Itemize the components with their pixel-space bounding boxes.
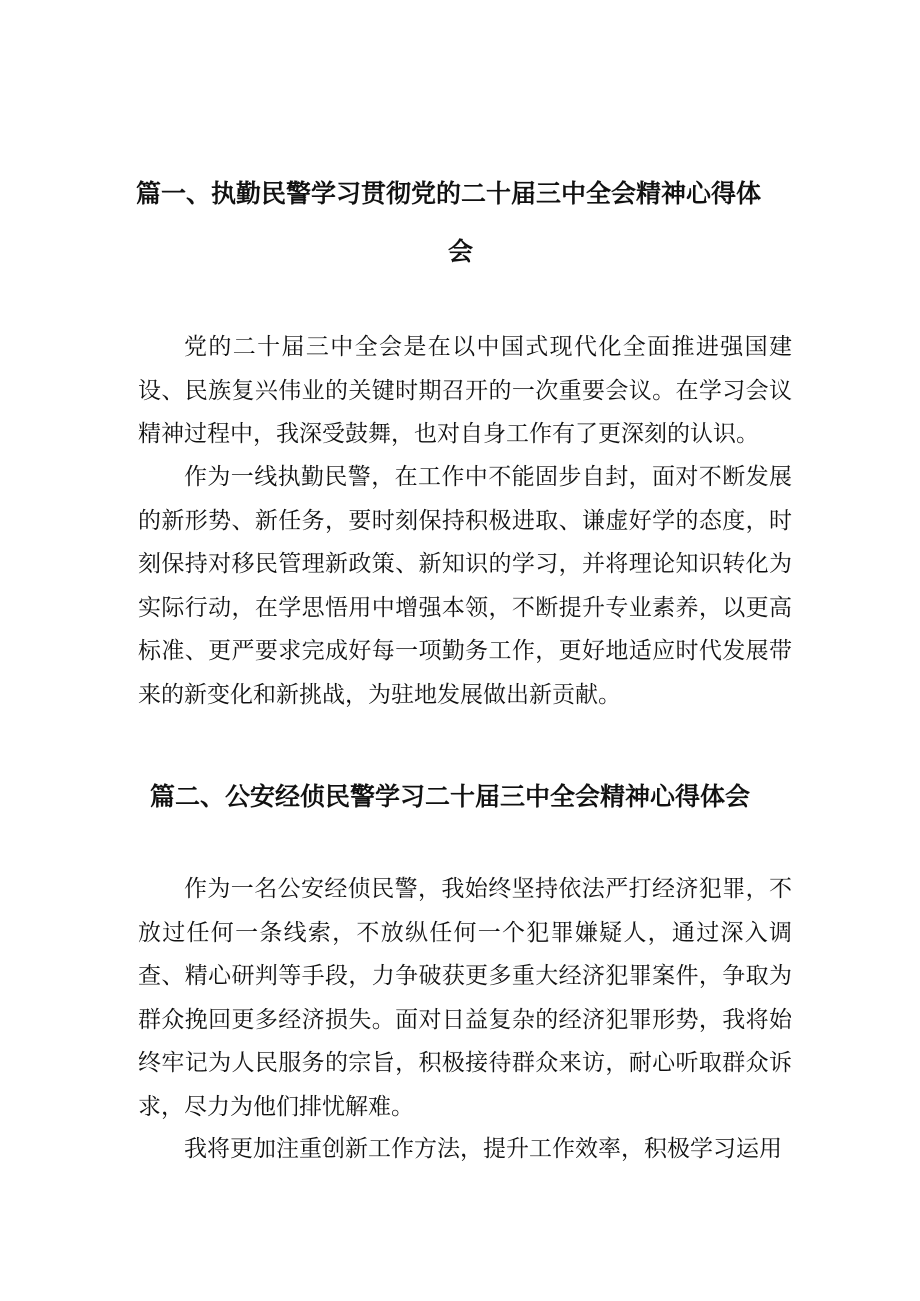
- section-2-paragraph-1: 作为一名公安经侦民警，我始终坚持依法严打经济犯罪，不放过任何一条线索，不放纵任何一个犯罪嫌疑人，通过深入调查、精心研判等手段，力争破获更多重大经济犯罪案件，争取为群众挽回更多经济损失。面对日益复杂的经济犯罪形势，我将始终牢记为人民服务的宗旨，积极接待群众来访，耐心听取群众诉求，尽力为他们排忧解难。: [138, 876, 792, 1120]
- section-1-title-line-1: 篇一、执勤民警学习贯彻党的二十届三中全会精神心得体: [136, 179, 762, 208]
- section-1-title-line-2: 会: [448, 237, 474, 266]
- section-1-paragraph-1: 党的二十届三中全会是在以中国式现代化全面推进强国建设、民族复兴伟业的关键时期召开的一次重要会议。在学习会议精神过程中，我深受鼓舞，也对自身工作有了更深刻的认识。: [138, 334, 792, 447]
- section-2-title: 篇二、公安经侦民警学习二十届三中全会精神心得体会: [150, 782, 751, 811]
- section-2-paragraph-2: 我将更加注重创新工作方法，提升工作效率，积极学习运用: [184, 1136, 782, 1162]
- section-1-paragraph-2: 作为一线执勤民警，在工作中不能固步自封，面对不断发展的新形势、新任务，要时刻保持积极进取、谦虚好学的态度，时刻保持对移民管理新政策、新知识的学习，并将理论知识转化为实际行动，在学思悟用中增强本领，不断提升专业素养，以更高标准、更严要求完成好每一项勤务工作，更好地适应时代发展带来的新变化和新挑战，为驻地发展做出新贡献。: [138, 464, 792, 708]
